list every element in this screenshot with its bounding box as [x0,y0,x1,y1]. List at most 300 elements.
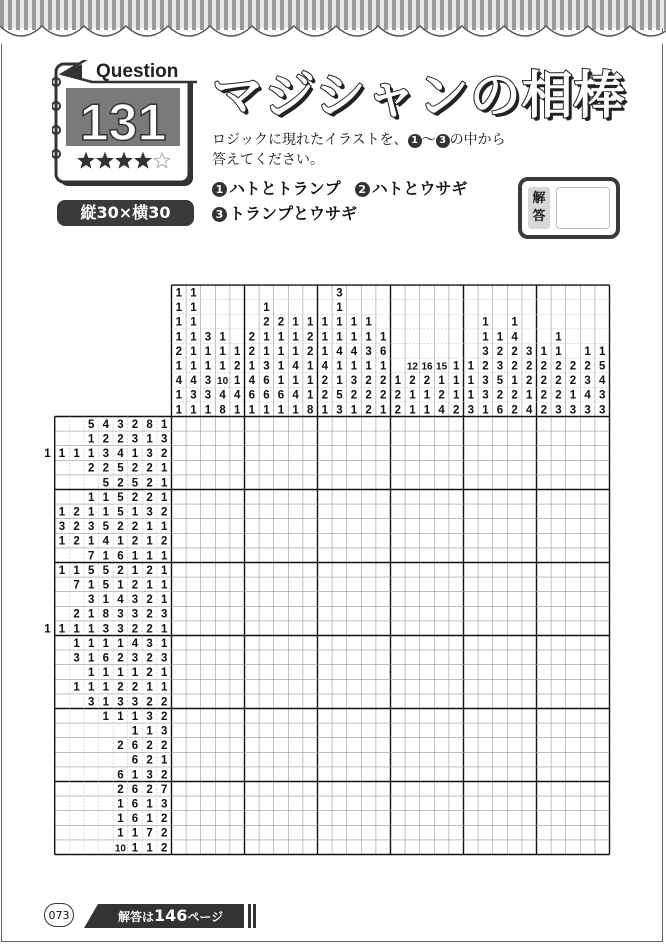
grid-cell[interactable] [259,636,274,651]
grid-cell[interactable] [303,665,318,680]
grid-cell[interactable] [259,592,274,607]
grid-cell[interactable] [551,417,566,432]
grid-cell[interactable] [420,636,435,651]
grid-cell[interactable] [361,577,376,592]
grid-cell[interactable] [522,533,537,548]
grid-cell[interactable] [376,709,391,724]
grid-cell[interactable] [201,679,216,694]
grid-cell[interactable] [347,665,362,680]
grid-cell[interactable] [405,563,420,578]
grid-cell[interactable] [522,723,537,738]
grid-cell[interactable] [318,665,333,680]
grid-cell[interactable] [507,752,522,767]
grid-cell[interactable] [288,738,303,753]
grid-cell[interactable] [551,606,566,621]
grid-cell[interactable] [215,606,230,621]
grid-cell[interactable] [391,533,406,548]
grid-cell[interactable] [332,840,347,855]
grid-cell[interactable] [405,533,420,548]
grid-cell[interactable] [449,446,464,461]
grid-cell[interactable] [215,825,230,840]
grid-cell[interactable] [376,796,391,811]
grid-cell[interactable] [537,650,552,665]
grid-cell[interactable] [434,650,449,665]
grid-cell[interactable] [347,738,362,753]
grid-cell[interactable] [274,811,289,826]
grid-cell[interactable] [361,650,376,665]
grid-cell[interactable] [537,767,552,782]
grid-cell[interactable] [522,679,537,694]
grid-cell[interactable] [245,592,260,607]
grid-cell[interactable] [405,709,420,724]
grid-cell[interactable] [420,811,435,826]
grid-cell[interactable] [186,548,201,563]
grid-cell[interactable] [230,504,245,519]
grid-cell[interactable] [259,811,274,826]
grid-cell[interactable] [201,563,216,578]
grid-cell[interactable] [318,446,333,461]
grid-cell[interactable] [449,475,464,490]
grid-cell[interactable] [201,738,216,753]
grid-cell[interactable] [230,796,245,811]
grid-cell[interactable] [478,636,493,651]
grid-cell[interactable] [215,460,230,475]
grid-cell[interactable] [434,840,449,855]
grid-cell[interactable] [332,548,347,563]
grid-cell[interactable] [522,840,537,855]
grid-cell[interactable] [391,694,406,709]
grid-cell[interactable] [245,825,260,840]
grid-cell[interactable] [274,519,289,534]
grid-cell[interactable] [186,563,201,578]
grid-cell[interactable] [566,431,581,446]
grid-cell[interactable] [493,431,508,446]
grid-cell[interactable] [434,782,449,797]
grid-cell[interactable] [172,723,187,738]
grid-cell[interactable] [288,694,303,709]
grid-cell[interactable] [391,767,406,782]
grid-cell[interactable] [464,738,479,753]
grid-cell[interactable] [274,782,289,797]
grid-cell[interactable] [201,825,216,840]
grid-cell[interactable] [420,563,435,578]
grid-cell[interactable] [288,606,303,621]
grid-cell[interactable] [230,752,245,767]
grid-cell[interactable] [464,650,479,665]
grid-cell[interactable] [347,840,362,855]
grid-cell[interactable] [478,840,493,855]
grid-cell[interactable] [245,519,260,534]
grid-cell[interactable] [288,460,303,475]
grid-cell[interactable] [434,533,449,548]
grid-cell[interactable] [464,752,479,767]
grid-cell[interactable] [230,577,245,592]
grid-cell[interactable] [449,490,464,505]
grid-cell[interactable] [288,621,303,636]
grid-cell[interactable] [332,621,347,636]
grid-cell[interactable] [361,782,376,797]
grid-cell[interactable] [318,811,333,826]
grid-cell[interactable] [332,446,347,461]
grid-cell[interactable] [434,577,449,592]
grid-cell[interactable] [215,811,230,826]
grid-cell[interactable] [332,431,347,446]
grid-cell[interactable] [405,621,420,636]
grid-cell[interactable] [201,446,216,461]
grid-cell[interactable] [259,738,274,753]
grid-cell[interactable] [434,752,449,767]
grid-cell[interactable] [288,723,303,738]
grid-cell[interactable] [215,840,230,855]
grid-cell[interactable] [391,460,406,475]
grid-cell[interactable] [361,475,376,490]
grid-cell[interactable] [230,694,245,709]
grid-cell[interactable] [332,475,347,490]
grid-cell[interactable] [580,592,595,607]
grid-cell[interactable] [391,621,406,636]
grid-cell[interactable] [376,577,391,592]
grid-cell[interactable] [507,709,522,724]
grid-cell[interactable] [201,782,216,797]
grid-cell[interactable] [201,519,216,534]
grid-cell[interactable] [318,840,333,855]
grid-cell[interactable] [478,825,493,840]
grid-cell[interactable] [186,519,201,534]
grid-cell[interactable] [420,504,435,519]
grid-cell[interactable] [230,621,245,636]
grid-cell[interactable] [595,767,610,782]
grid-cell[interactable] [376,460,391,475]
grid-cell[interactable] [318,431,333,446]
grid-cell[interactable] [420,533,435,548]
grid-cell[interactable] [347,533,362,548]
grid-cell[interactable] [580,811,595,826]
grid-cell[interactable] [347,446,362,461]
grid-cell[interactable] [595,519,610,534]
grid-cell[interactable] [347,650,362,665]
grid-cell[interactable] [215,490,230,505]
grid-cell[interactable] [537,519,552,534]
grid-cell[interactable] [464,417,479,432]
grid-cell[interactable] [245,650,260,665]
grid-cell[interactable] [595,563,610,578]
grid-cell[interactable] [551,519,566,534]
grid-cell[interactable] [215,665,230,680]
grid-cell[interactable] [580,606,595,621]
grid-cell[interactable] [215,796,230,811]
grid-cell[interactable] [215,767,230,782]
grid-cell[interactable] [449,796,464,811]
grid-cell[interactable] [186,679,201,694]
grid-cell[interactable] [580,752,595,767]
grid-cell[interactable] [478,811,493,826]
grid-cell[interactable] [318,679,333,694]
grid-cell[interactable] [230,723,245,738]
grid-cell[interactable] [215,723,230,738]
grid-cell[interactable] [522,417,537,432]
grid-cell[interactable] [172,811,187,826]
grid-cell[interactable] [537,709,552,724]
grid-cell[interactable] [566,446,581,461]
grid-cell[interactable] [361,767,376,782]
grid-cell[interactable] [274,577,289,592]
grid-cell[interactable] [551,475,566,490]
grid-cell[interactable] [595,533,610,548]
grid-cell[interactable] [230,475,245,490]
grid-cell[interactable] [449,767,464,782]
grid-cell[interactable] [186,709,201,724]
grid-cell[interactable] [449,679,464,694]
grid-cell[interactable] [361,621,376,636]
grid-cell[interactable] [449,431,464,446]
grid-cell[interactable] [551,490,566,505]
grid-cell[interactable] [201,490,216,505]
grid-cell[interactable] [493,592,508,607]
grid-cell[interactable] [478,679,493,694]
grid-cell[interactable] [230,738,245,753]
grid-cell[interactable] [288,504,303,519]
grid-cell[interactable] [434,694,449,709]
grid-cell[interactable] [361,825,376,840]
grid-cell[interactable] [230,811,245,826]
grid-cell[interactable] [186,665,201,680]
grid-cell[interactable] [537,592,552,607]
grid-cell[interactable] [274,548,289,563]
grid-cell[interactable] [347,796,362,811]
grid-cell[interactable] [507,417,522,432]
grid-cell[interactable] [420,490,435,505]
grid-cell[interactable] [478,665,493,680]
grid-cell[interactable] [318,475,333,490]
grid-cell[interactable] [172,563,187,578]
grid-cell[interactable] [420,709,435,724]
grid-cell[interactable] [274,679,289,694]
grid-cell[interactable] [274,504,289,519]
grid-cell[interactable] [595,577,610,592]
grid-cell[interactable] [391,840,406,855]
grid-cell[interactable] [537,694,552,709]
grid-cell[interactable] [274,636,289,651]
grid-cell[interactable] [259,679,274,694]
grid-cell[interactable] [303,782,318,797]
grid-cell[interactable] [201,577,216,592]
grid-cell[interactable] [376,694,391,709]
grid-cell[interactable] [405,592,420,607]
grid-cell[interactable] [376,738,391,753]
grid-cell[interactable] [522,431,537,446]
grid-cell[interactable] [274,621,289,636]
grid-cell[interactable] [405,431,420,446]
grid-cell[interactable] [347,767,362,782]
grid-cell[interactable] [215,519,230,534]
grid-cell[interactable] [274,606,289,621]
grid-cell[interactable] [274,796,289,811]
grid-cell[interactable] [332,490,347,505]
grid-cell[interactable] [551,694,566,709]
grid-cell[interactable] [478,709,493,724]
grid-cell[interactable] [507,548,522,563]
grid-cell[interactable] [391,825,406,840]
grid-cell[interactable] [318,796,333,811]
grid-cell[interactable] [522,563,537,578]
grid-cell[interactable] [537,723,552,738]
grid-cell[interactable] [566,840,581,855]
grid-cell[interactable] [332,563,347,578]
grid-cell[interactable] [537,811,552,826]
grid-cell[interactable] [493,490,508,505]
grid-cell[interactable] [434,767,449,782]
grid-cell[interactable] [493,475,508,490]
grid-cell[interactable] [361,723,376,738]
grid-cell[interactable] [595,431,610,446]
grid-cell[interactable] [347,621,362,636]
grid-cell[interactable] [449,811,464,826]
grid-cell[interactable] [551,811,566,826]
grid-cell[interactable] [580,504,595,519]
grid-cell[interactable] [580,460,595,475]
grid-cell[interactable] [522,475,537,490]
grid-cell[interactable] [288,840,303,855]
grid-cell[interactable] [566,563,581,578]
grid-cell[interactable] [245,475,260,490]
grid-cell[interactable] [391,446,406,461]
grid-cell[interactable] [318,694,333,709]
grid-cell[interactable] [537,460,552,475]
grid-cell[interactable] [420,767,435,782]
grid-cell[interactable] [464,723,479,738]
grid-cell[interactable] [566,796,581,811]
grid-cell[interactable] [318,752,333,767]
grid-cell[interactable] [405,519,420,534]
grid-cell[interactable] [580,679,595,694]
grid-cell[interactable] [172,519,187,534]
grid-cell[interactable] [434,519,449,534]
grid-cell[interactable] [405,417,420,432]
grid-cell[interactable] [566,504,581,519]
grid-cell[interactable] [288,767,303,782]
grid-cell[interactable] [566,767,581,782]
grid-cell[interactable] [434,606,449,621]
grid-cell[interactable] [405,460,420,475]
grid-cell[interactable] [493,621,508,636]
grid-cell[interactable] [551,563,566,578]
grid-cell[interactable] [347,592,362,607]
grid-cell[interactable] [449,519,464,534]
grid-cell[interactable] [405,636,420,651]
grid-cell[interactable] [405,490,420,505]
grid-cell[interactable] [464,825,479,840]
grid-cell[interactable] [186,621,201,636]
grid-cell[interactable] [391,519,406,534]
grid-cell[interactable] [201,636,216,651]
grid-cell[interactable] [434,431,449,446]
grid-cell[interactable] [303,431,318,446]
grid-cell[interactable] [507,782,522,797]
grid-cell[interactable] [347,504,362,519]
grid-cell[interactable] [361,752,376,767]
grid-cell[interactable] [405,825,420,840]
grid-cell[interactable] [172,694,187,709]
grid-cell[interactable] [493,504,508,519]
grid-cell[interactable] [595,811,610,826]
grid-cell[interactable] [420,606,435,621]
grid-cell[interactable] [318,548,333,563]
grid-cell[interactable] [537,636,552,651]
grid-cell[interactable] [347,460,362,475]
grid-cell[interactable] [172,548,187,563]
grid-cell[interactable] [303,621,318,636]
grid-cell[interactable] [580,577,595,592]
grid-cell[interactable] [245,723,260,738]
grid-cell[interactable] [449,840,464,855]
grid-cell[interactable] [259,446,274,461]
grid-cell[interactable] [537,577,552,592]
grid-cell[interactable] [303,592,318,607]
grid-cell[interactable] [332,417,347,432]
grid-cell[interactable] [420,665,435,680]
grid-cell[interactable] [551,782,566,797]
grid-cell[interactable] [259,694,274,709]
grid-cell[interactable] [478,446,493,461]
grid-cell[interactable] [361,533,376,548]
grid-cell[interactable] [551,650,566,665]
grid-cell[interactable] [449,621,464,636]
grid-cell[interactable] [332,533,347,548]
grid-cell[interactable] [391,665,406,680]
grid-cell[interactable] [464,519,479,534]
grid-cell[interactable] [537,431,552,446]
grid-cell[interactable] [376,723,391,738]
grid-cell[interactable] [595,650,610,665]
grid-cell[interactable] [318,782,333,797]
grid-cell[interactable] [478,577,493,592]
grid-cell[interactable] [464,782,479,797]
grid-cell[interactable] [595,738,610,753]
grid-cell[interactable] [507,811,522,826]
grid-cell[interactable] [288,636,303,651]
grid-cell[interactable] [449,752,464,767]
grid-cell[interactable] [566,665,581,680]
grid-cell[interactable] [537,417,552,432]
grid-cell[interactable] [259,577,274,592]
grid-cell[interactable] [478,723,493,738]
grid-cell[interactable] [507,446,522,461]
grid-cell[interactable] [464,577,479,592]
grid-cell[interactable] [507,840,522,855]
grid-cell[interactable] [493,752,508,767]
grid-cell[interactable] [405,752,420,767]
grid-cell[interactable] [493,446,508,461]
grid-cell[interactable] [551,665,566,680]
grid-cell[interactable] [259,665,274,680]
grid-cell[interactable] [274,825,289,840]
grid-cell[interactable] [318,738,333,753]
grid-cell[interactable] [201,752,216,767]
grid-cell[interactable] [551,752,566,767]
grid-cell[interactable] [566,490,581,505]
grid-cell[interactable] [478,533,493,548]
grid-cell[interactable] [303,519,318,534]
grid-cell[interactable] [551,592,566,607]
grid-cell[interactable] [201,723,216,738]
grid-cell[interactable] [303,460,318,475]
grid-cell[interactable] [318,709,333,724]
grid-cell[interactable] [391,709,406,724]
grid-cell[interactable] [186,723,201,738]
grid-cell[interactable] [288,475,303,490]
grid-cell[interactable] [522,694,537,709]
grid-cell[interactable] [172,665,187,680]
